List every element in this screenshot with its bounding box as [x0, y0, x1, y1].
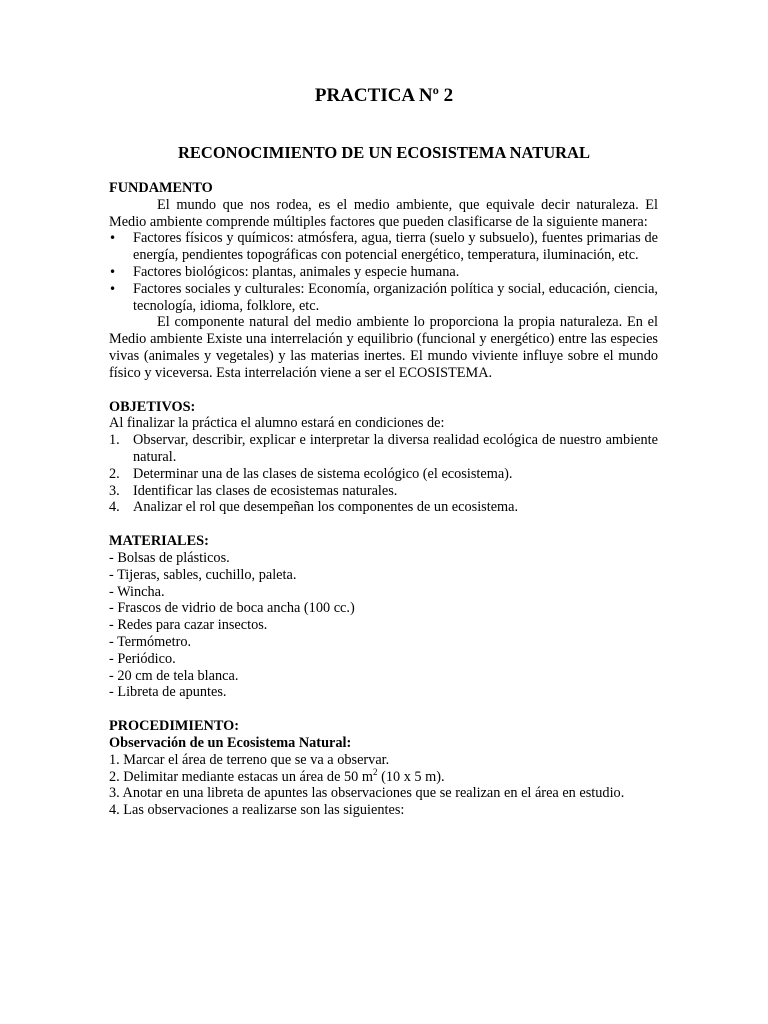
document-body — [109, 180, 658, 819]
procedimiento-step — [109, 766, 658, 786]
materiales-item: - Wincha. — [109, 583, 165, 600]
materiales-heading: MATERIALES: — [109, 533, 209, 550]
fundamento-bullet-item: • Factores biológicos: plantas, animales y especie humana. — [109, 264, 658, 281]
materiales-item: - 20 cm de tela blanca. — [109, 667, 239, 684]
objetivos-item-text: Observar, describir, explicar e interpretar la diversa realidad ecológica de nuestro ambiente natural. — [133, 432, 658, 465]
objetivos-item — [109, 466, 658, 483]
objetivos-item-text: Analizar el rol que desempeñan los componentes de un ecosistema. — [133, 499, 519, 516]
procedimiento-step: 3. Anotar en una libreta de apuntes las observaciones que se realizan en el área en estudio. — [109, 785, 625, 802]
fundamento-bullet-list — [109, 230, 658, 314]
materiales-item: - Tijeras, sables, cuchillo, paleta. — [109, 566, 297, 583]
fundamento-bullet-item: • Factores físicos y químicos: atmósfera, agua, tierra (suelo y subsuelo), fuentes primarias de energía, pendientes topográficas con potencial energético, temperatura, iluminación, etc. — [109, 230, 658, 264]
objetivos-intro: Al finalizar la práctica el alumno estará en condiciones de: — [109, 415, 445, 432]
fundamento-bullet-item: • Factores sociales y culturales: Economía, organización política y social, educación, ciencia, tecnología, idioma, folklore, etc. — [109, 281, 658, 315]
materiales-item: - Frascos de vidrio de boca ancha (100 cc.) — [109, 600, 355, 617]
objetivos-item-number: 4. — [109, 499, 120, 516]
fundamento-heading: FUNDAMENTO — [109, 180, 213, 196]
objetivos-item-number: 3. — [109, 482, 120, 499]
procedimiento-step-text: (10 x 5 m). — [377, 768, 445, 785]
objetivos-list — [109, 432, 658, 516]
procedimiento-heading: PROCEDIMIENTO: — [109, 718, 240, 735]
objetivos-item — [109, 483, 658, 500]
fundamento-intro: El mundo que nos rodea, es el medio ambiente, que equivale decir naturaleza. El Medio ambiente comprende múltiples factores que pueden clasificarse de la siguiente manera: — [109, 196, 658, 230]
procedimiento-step: 4. Las observaciones a realizarse son las siguientes: — [109, 802, 405, 819]
materiales-item: - Bolsas de plásticos. — [109, 549, 230, 566]
objetivos-item — [109, 432, 658, 466]
page-title: PRACTICA Nº 2 — [314, 85, 454, 106]
objetivos-heading: OBJETIVOS: — [109, 398, 196, 415]
materiales-item: - Redes para cazar insectos. — [109, 617, 268, 634]
objetivos-item-number: 2. — [109, 465, 120, 482]
objetivos-item — [109, 499, 658, 516]
objetivos-item-text: Determinar una de las clases de sistema ecológico (el ecosistema). — [133, 465, 513, 482]
objetivos-item-number: 1. — [109, 432, 120, 449]
materiales-item: - Termómetro. — [109, 633, 192, 650]
materiales-list — [109, 550, 658, 701]
superscript-2: 2 — [373, 766, 378, 777]
objetivos-item-text: Identificar las clases de ecosistemas naturales. — [133, 482, 398, 499]
materiales-item: - Periódico. — [109, 650, 176, 667]
procedimiento-step: 1. Marcar el área de terreno que se va a observar. — [109, 751, 390, 768]
fundamento-closing: El componente natural del medio ambiente lo proporciona la propia naturaleza. En el Medio ambiente Existe una interrelación y equilibrio (funcional y energético) entre las especies vivas (animales y vegetales) y las materias inertes. El mundo viviente influye sobre el mundo físico y viceversa. Esta interrelación viene a ser el ECOSISTEMA. — [109, 314, 658, 381]
procedimiento-subheading: Observación de un Ecosistema Natural: — [109, 734, 352, 751]
procedimiento-step-text: 2. Delimitar mediante estacas un área de 50 m — [109, 768, 373, 785]
page-subtitle: RECONOCIMIENTO DE UN ECOSISTEMA NATURAL — [178, 143, 590, 162]
materiales-item: - Libreta de apuntes. — [109, 684, 227, 701]
